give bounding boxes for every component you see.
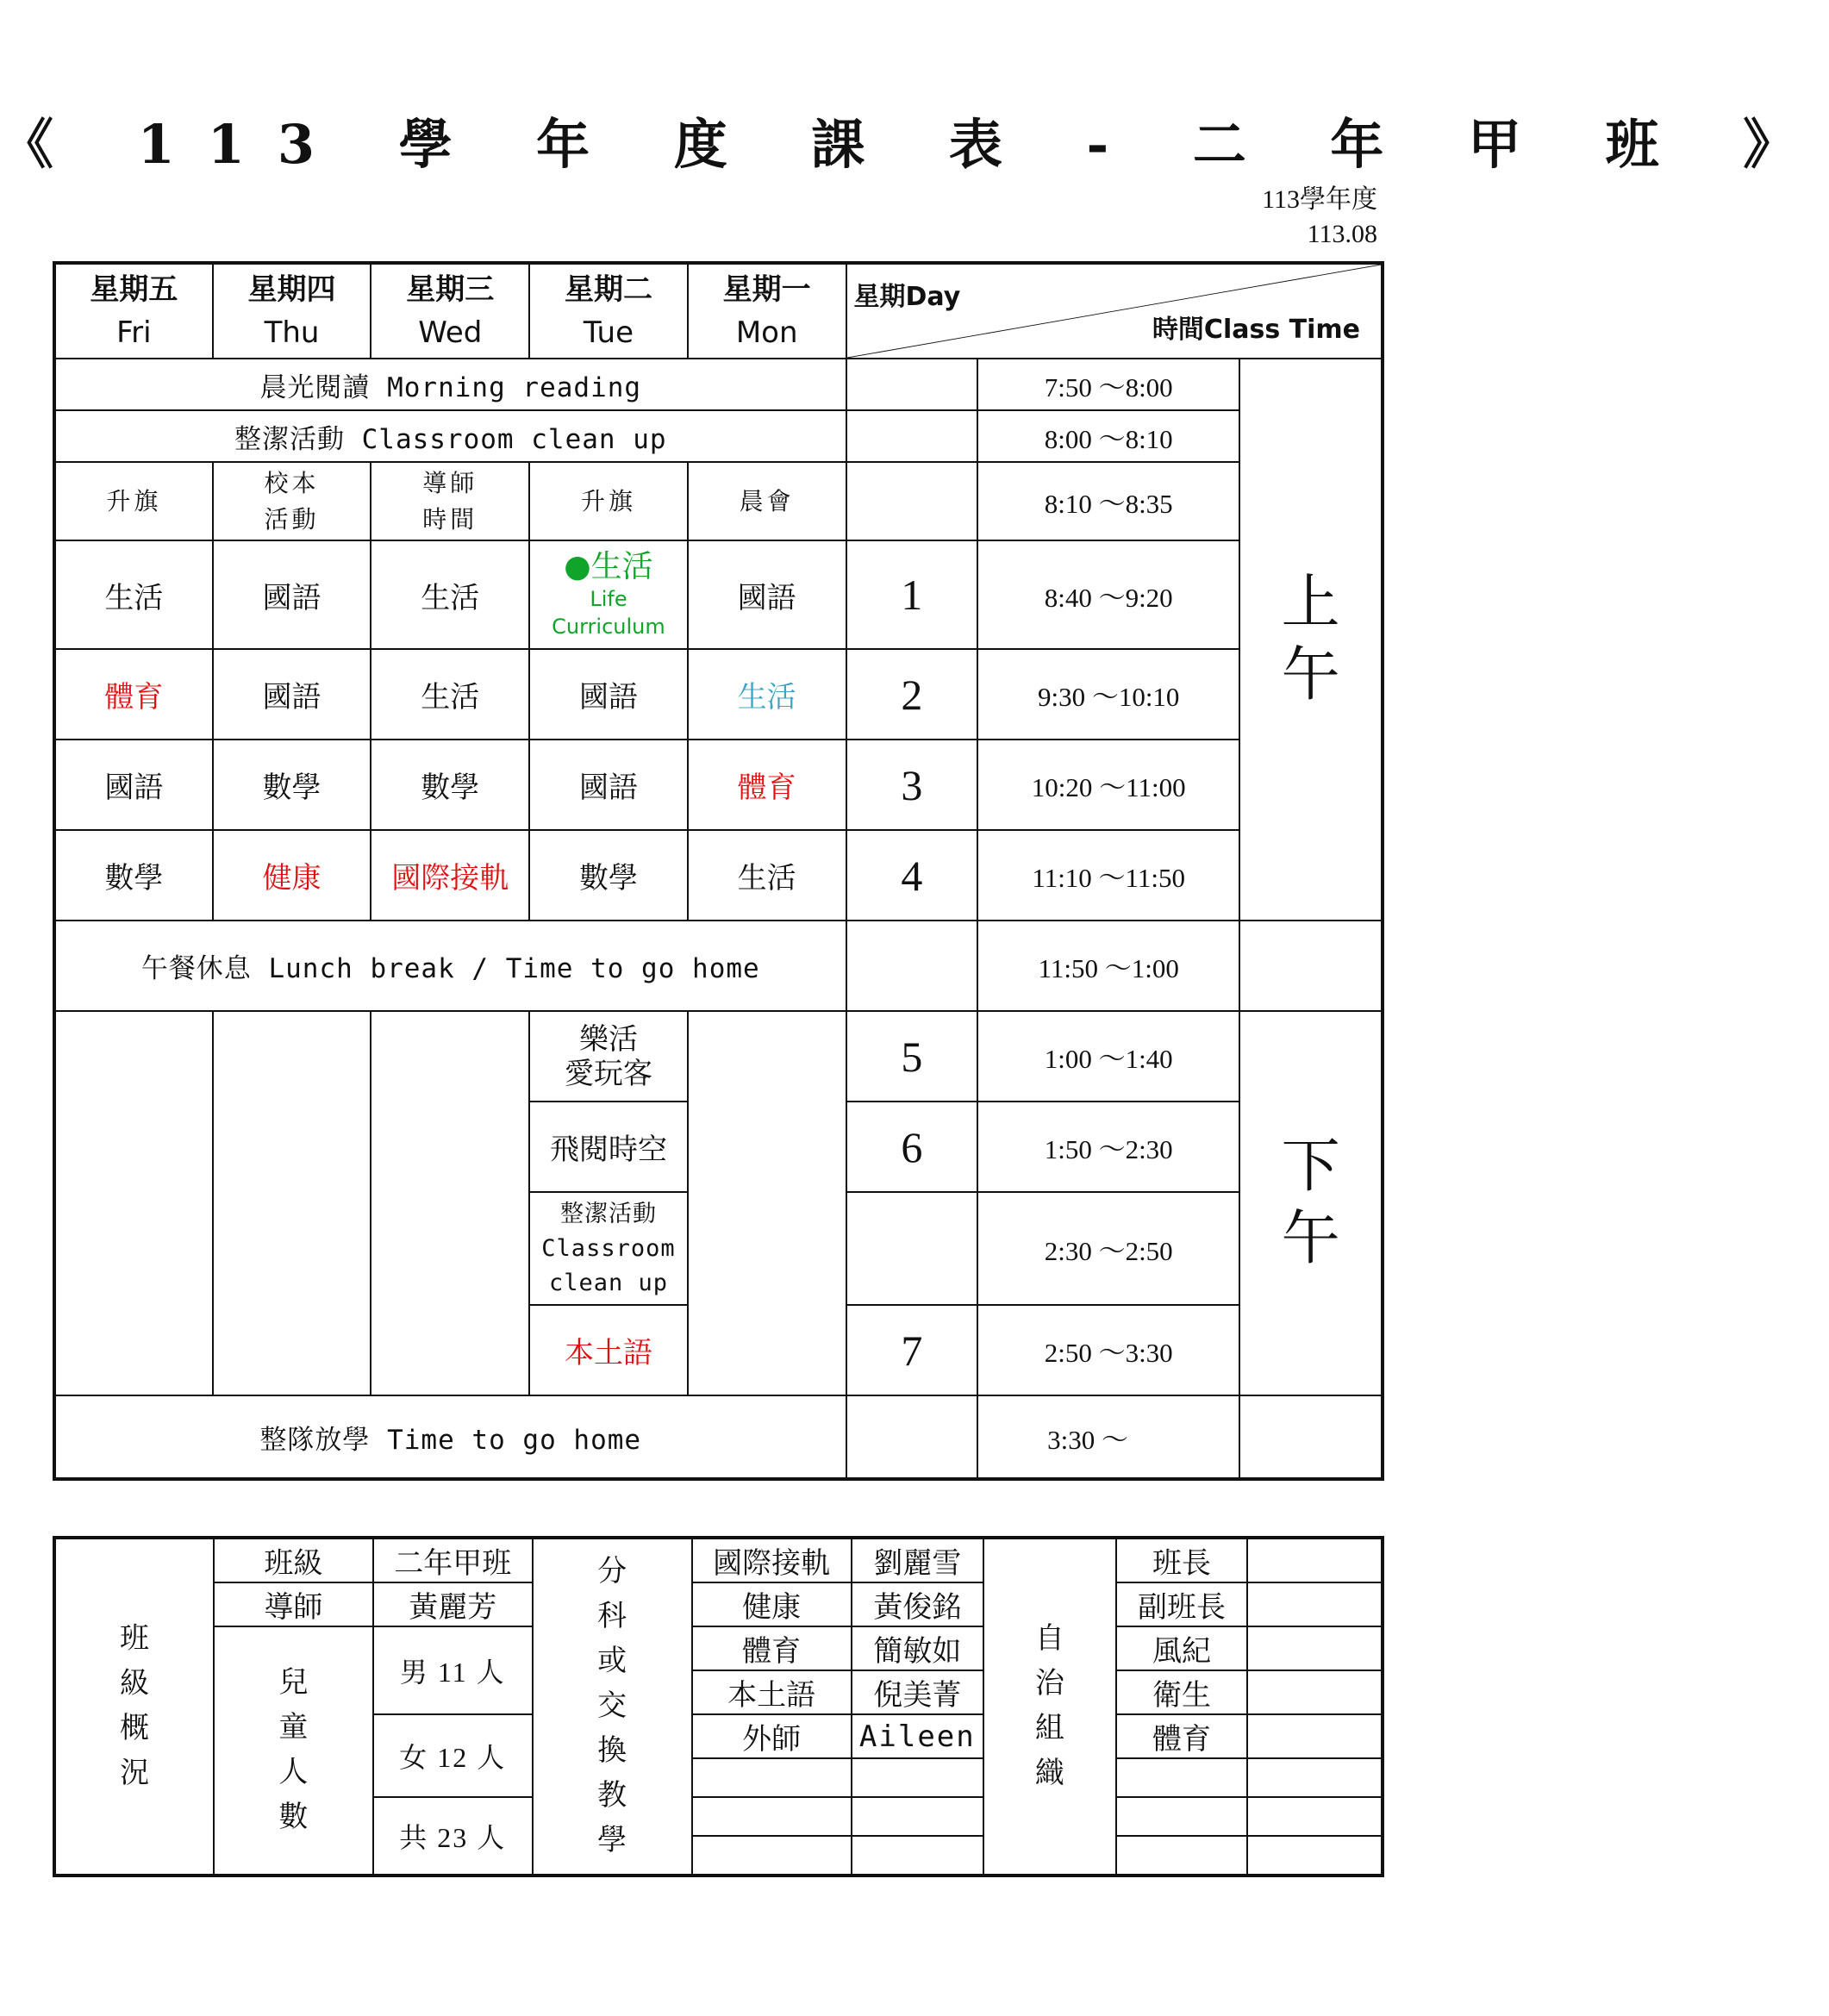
time-cell: 9:30 ～10:10 <box>977 649 1239 740</box>
period-number: 7 <box>846 1305 978 1395</box>
tue-p1: ●生活 Life Curriculum <box>529 540 688 649</box>
role-name <box>1116 1758 1248 1797</box>
wed-p2: 生活 <box>371 649 529 740</box>
class-overview-label: 班 級 概 況 <box>54 1538 214 1876</box>
role-holder <box>1247 1714 1383 1758</box>
thu-p1: 國語 <box>213 540 371 649</box>
role-name: 衛生 <box>1116 1670 1248 1714</box>
fri-p2: 體育 <box>54 649 213 740</box>
time-cell: 10:20 ～11:00 <box>977 740 1239 830</box>
mon-afternoon <box>688 1011 846 1395</box>
period-number: 1 <box>846 540 978 649</box>
subject-teacher: 劉麗雪 <box>852 1538 984 1582</box>
row-dismissal <box>54 1395 1383 1479</box>
mon-p4: 生活 <box>688 830 846 921</box>
time-cell: 1:50 ～2:30 <box>977 1102 1239 1192</box>
time-cell: 7:50 ～8:00 <box>977 359 1239 410</box>
row-lunch <box>54 921 1383 1011</box>
period-number: 2 <box>846 649 978 740</box>
row-cleanup <box>54 410 1383 462</box>
role-name <box>1116 1836 1248 1876</box>
period-cell <box>846 462 978 540</box>
subject-teacher <box>852 1758 984 1797</box>
row-assembly <box>54 462 1383 540</box>
time-cell: 8:00 ～8:10 <box>977 410 1239 462</box>
wed-p1: 生活 <box>371 540 529 649</box>
corner-time-label: 時間Class Time <box>1152 315 1360 345</box>
timetable <box>53 261 1384 1481</box>
issue-date: 113.08 <box>1307 220 1377 248</box>
role-name <box>1116 1797 1248 1836</box>
mon-p1: 國語 <box>688 540 846 649</box>
row-period-2 <box>54 649 1383 740</box>
cleanup-label: 整潔活動 Classroom clean up <box>54 410 846 462</box>
tue-p5: 樂活 愛玩客 <box>529 1011 688 1102</box>
day-header-wed: 星期三 Wed <box>371 263 529 359</box>
row-period-1 <box>54 540 1383 649</box>
info-row-1 <box>54 1538 1383 1582</box>
tue-cleanup: 整潔活動 Classroom clean up <box>529 1192 688 1305</box>
period-number: 5 <box>846 1011 978 1102</box>
mon-assembly: 晨會 <box>688 462 846 540</box>
morning-reading-label: 晨光閱讀 Morning reading <box>54 359 846 410</box>
thu-p3: 數學 <box>213 740 371 830</box>
school-year: 113學年度 <box>1262 185 1377 214</box>
subject-name: 健康 <box>692 1582 852 1626</box>
teacher-label: 導師 <box>214 1582 373 1626</box>
subject-name <box>692 1758 852 1797</box>
subject-name: 國際接軌 <box>692 1538 852 1582</box>
fri-p1: 生活 <box>54 540 213 649</box>
fri-afternoon <box>54 1011 213 1395</box>
fri-p4: 數學 <box>54 830 213 921</box>
corner-day-label: 星期Day <box>853 282 961 312</box>
period-cell <box>846 1395 978 1479</box>
period-cell <box>846 410 978 462</box>
time-cell: 3:30 ～ <box>977 1395 1239 1479</box>
wed-assembly: 導師 時間 <box>371 462 529 540</box>
tue-p2: 國語 <box>529 649 688 740</box>
row-morning-reading <box>54 359 1383 410</box>
day-header-tue: 星期二 Tue <box>529 263 688 359</box>
class-label: 班級 <box>214 1538 373 1582</box>
info-row-2 <box>54 1582 1383 1626</box>
fri-p3: 國語 <box>54 740 213 830</box>
role-holder <box>1247 1670 1383 1714</box>
children-count-label: 兒 童 人 數 <box>214 1626 373 1876</box>
row-period-5 <box>54 1011 1383 1102</box>
lunch-label: 午餐休息 Lunch break / Time to go home <box>54 921 846 1011</box>
fri-assembly: 升旗 <box>54 462 213 540</box>
subject-name: 本土語 <box>692 1670 852 1714</box>
row-period-4 <box>54 830 1383 921</box>
time-cell: 8:40 ～9:20 <box>977 540 1239 649</box>
am-label: 上 午 <box>1239 359 1383 921</box>
period-cell <box>846 1192 978 1305</box>
subject-teacher: 簡敏如 <box>852 1626 984 1670</box>
row-period-3 <box>54 740 1383 830</box>
wed-afternoon <box>371 1011 529 1395</box>
subject-name: 外師 <box>692 1714 852 1758</box>
self-governance-label: 自 治 組 織 <box>983 1538 1116 1876</box>
mon-p2: 生活 <box>688 649 846 740</box>
day-header-thu: 星期四 Thu <box>213 263 371 359</box>
day-header-mon: 星期一 Mon <box>688 263 846 359</box>
day-header-fri: 星期五 Fri <box>54 263 213 359</box>
role-holder <box>1247 1626 1383 1670</box>
time-cell: 11:50 ～1:00 <box>977 921 1239 1011</box>
tue-p7: 本土語 <box>529 1305 688 1395</box>
period-cell <box>846 359 978 410</box>
thu-p2: 國語 <box>213 649 371 740</box>
pm-label: 下 午 <box>1239 1011 1383 1395</box>
period-number: 4 <box>846 830 978 921</box>
lunch-side-cell <box>1239 921 1383 1011</box>
header-row <box>54 263 1383 359</box>
role-name: 體育 <box>1116 1714 1248 1758</box>
role-holder <box>1247 1758 1383 1797</box>
subject-name: 體育 <box>692 1626 852 1670</box>
subject-teacher: 倪美菁 <box>852 1670 984 1714</box>
total-count: 共 23 人 <box>373 1797 533 1876</box>
role-name: 風紀 <box>1116 1626 1248 1670</box>
class-info-table <box>53 1536 1384 1877</box>
tue-p6: 飛閱時空 <box>529 1102 688 1192</box>
thu-afternoon <box>213 1011 371 1395</box>
girls-count: 女 12 人 <box>373 1714 533 1797</box>
wed-p3: 數學 <box>371 740 529 830</box>
thu-assembly: 校本 活動 <box>213 462 371 540</box>
time-cell: 2:30 ～2:50 <box>977 1192 1239 1305</box>
time-cell: 8:10 ～8:35 <box>977 462 1239 540</box>
period-number: 6 <box>846 1102 978 1192</box>
subject-name <box>692 1797 852 1836</box>
corner-header <box>846 263 1383 359</box>
subject-teacher <box>852 1797 984 1836</box>
mon-p3: 體育 <box>688 740 846 830</box>
role-holder <box>1247 1582 1383 1626</box>
tue-p3: 國語 <box>529 740 688 830</box>
subject-teacher <box>852 1836 984 1876</box>
role-holder <box>1247 1836 1383 1876</box>
subject-teacher: Aileen <box>852 1714 984 1758</box>
tue-p4: 數學 <box>529 830 688 921</box>
time-cell: 11:10 ～11:50 <box>977 830 1239 921</box>
page-title: 《 113 學 年 度 課 表 - 二 年 甲 班 》 <box>0 113 1829 176</box>
thu-p4: 健康 <box>213 830 371 921</box>
role-holder <box>1247 1538 1383 1582</box>
boys-count: 男 11 人 <box>373 1626 533 1714</box>
subject-teacher: 黃俊銘 <box>852 1582 984 1626</box>
role-name: 副班長 <box>1116 1582 1248 1626</box>
period-cell <box>846 921 978 1011</box>
info-row-3 <box>54 1626 1383 1670</box>
time-cell: 2:50 ～3:30 <box>977 1305 1239 1395</box>
dismissal-side-cell <box>1239 1395 1383 1479</box>
dismissal-label: 整隊放學 Time to go home <box>54 1395 846 1479</box>
role-holder <box>1247 1797 1383 1836</box>
tue-assembly: 升旗 <box>529 462 688 540</box>
subject-name <box>692 1836 852 1876</box>
period-number: 3 <box>846 740 978 830</box>
role-name: 班長 <box>1116 1538 1248 1582</box>
time-cell: 1:00 ～1:40 <box>977 1011 1239 1102</box>
wed-p4: 國際接軌 <box>371 830 529 921</box>
class-value: 二年甲班 <box>373 1538 533 1582</box>
document-meta <box>1262 183 1377 252</box>
teacher-value: 黃麗芳 <box>373 1582 533 1626</box>
subject-teaching-label: 分 科 或 交 換 教 學 <box>533 1538 692 1876</box>
